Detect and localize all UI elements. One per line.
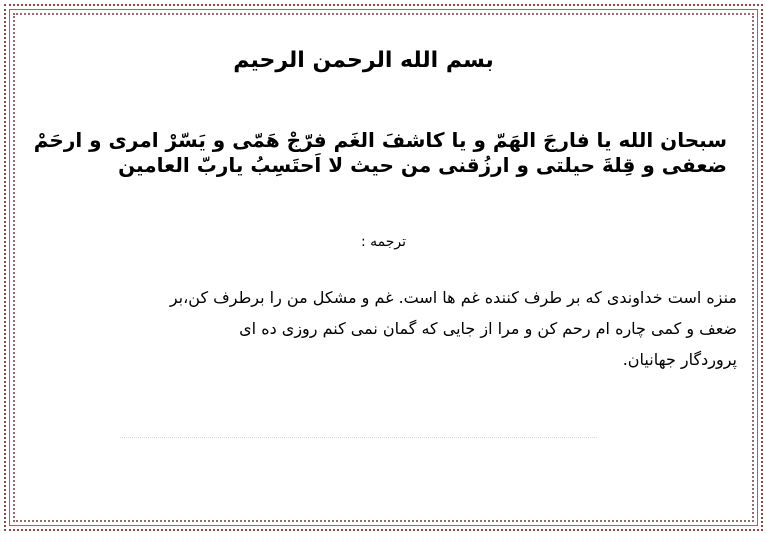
faint-divider <box>120 437 597 438</box>
translation-line: پروردگار جهانیان. <box>622 350 737 369</box>
prayer-text <box>33 128 727 178</box>
translation-text <box>30 282 737 375</box>
prayer-line: سبحان الله یا فارجَ الهَمّ و یا کاشفَ الغَم فرّجْ هَمّی و یَسّرْ امری و ارحَمْ <box>33 128 727 152</box>
translation-heading: ترجمه : <box>360 234 407 250</box>
prayer-line: ضعفی و قِلةَ حیلتی و ارزُقنی من حیث لا اَحتَسِبُ یاربّ العامین <box>118 153 727 177</box>
translation-line: منزه است خداوندی که بر طرف کننده غم ها است. غم و مشکل من را برطرف کن،بر <box>169 288 737 307</box>
document-title: بسم الله الرحمن الرحیم <box>233 48 494 73</box>
translation-line: ضعف و کمی چاره ام رحم کن و مرا از جایی که گمان نمی کنم روزی ده ای <box>239 319 737 338</box>
document-body <box>30 30 737 505</box>
